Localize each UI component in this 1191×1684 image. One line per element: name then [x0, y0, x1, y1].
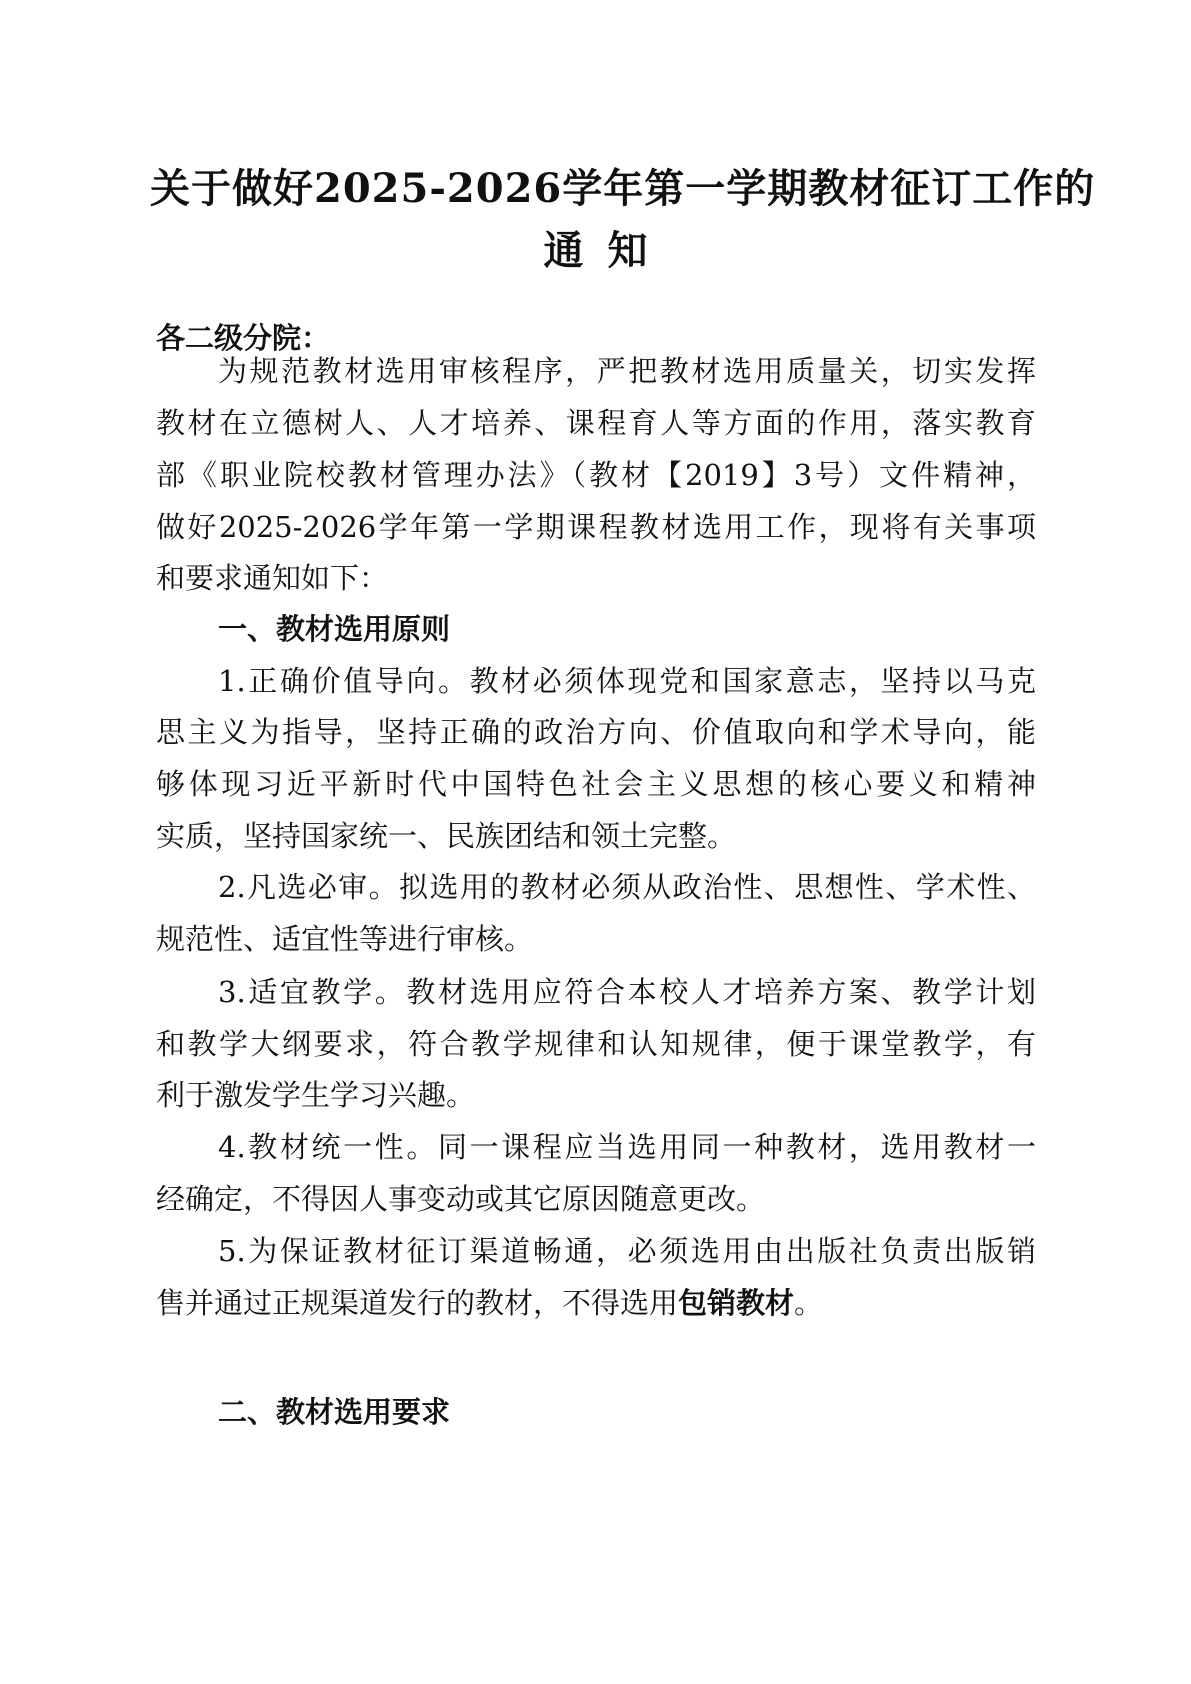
- item5-line-2-text: 售并通过正规渠道发行的教材，不得选用: [156, 1286, 679, 1320]
- item1-line-2: 思主义为指导，坚持正确的政治方向、价值取向和学术导向，能: [156, 715, 1036, 749]
- item2-line-2: 规范性、适宜性等进行审核。: [156, 922, 534, 956]
- item1-line-4: 实质，坚持国家统一、民族团结和领土完整。: [156, 819, 737, 853]
- item1-line-3: 够体现习近平新时代中国特色社会主义思想的核心要义和精神: [156, 767, 1036, 801]
- intro-line-5: 和要求通知如下：: [156, 561, 389, 595]
- item3-line-3: 利于激发学生学习兴趣。: [156, 1078, 476, 1112]
- document-title-line1: 关于做好2025-2026学年第一学期教材征订工作的: [150, 165, 1096, 212]
- item4-line-2: 经确定，不得因人事变动或其它原因随意更改。: [156, 1182, 766, 1216]
- item3-line-2: 和教学大纲要求，符合教学规律和认知规律，便于课堂教学，有: [156, 1027, 1036, 1061]
- item2-line-1: 2.凡选必审。拟选用的教材必须从政治性、思想性、学术性、: [218, 870, 1036, 904]
- item1-line-1: 1.正确价值导向。教材必须体现党和国家意志，坚持以马克: [218, 664, 1036, 698]
- item5-bold-term: 包销教材: [678, 1286, 795, 1320]
- item5-line-2: [156, 1283, 1036, 1323]
- intro-line-4: 做好2025-2026学年第一学期课程教材选用工作，现将有关事项: [156, 510, 1036, 544]
- item3-line-1: 3.适宜教学。教材选用应符合本校人才培养方案、教学计划: [218, 975, 1036, 1009]
- intro-line-3: 部《职业院校教材管理办法》（教材【2019】3号）文件精神，: [156, 458, 1036, 492]
- item5-line-2-end: 。: [794, 1286, 824, 1320]
- item5-line-1: 5.为保证教材征订渠道畅通，必须选用由出版社负责出版销: [218, 1234, 1036, 1268]
- section2-heading: 二、教材选用要求: [218, 1395, 451, 1429]
- item4-line-1: 4.教材统一性。同一课程应当选用同一种教材，选用教材一: [218, 1130, 1036, 1164]
- document-title-line2: 通知: [543, 227, 672, 274]
- intro-line-1: 为规范教材选用审核程序，严把教材选用质量关，切实发挥: [218, 354, 1036, 388]
- intro-line-2: 教材在立德树人、人才培养、课程育人等方面的作用，落实教育: [156, 406, 1036, 440]
- salutation: 各二级分院：: [156, 321, 331, 355]
- section1-heading: 一、教材选用原则: [218, 612, 451, 646]
